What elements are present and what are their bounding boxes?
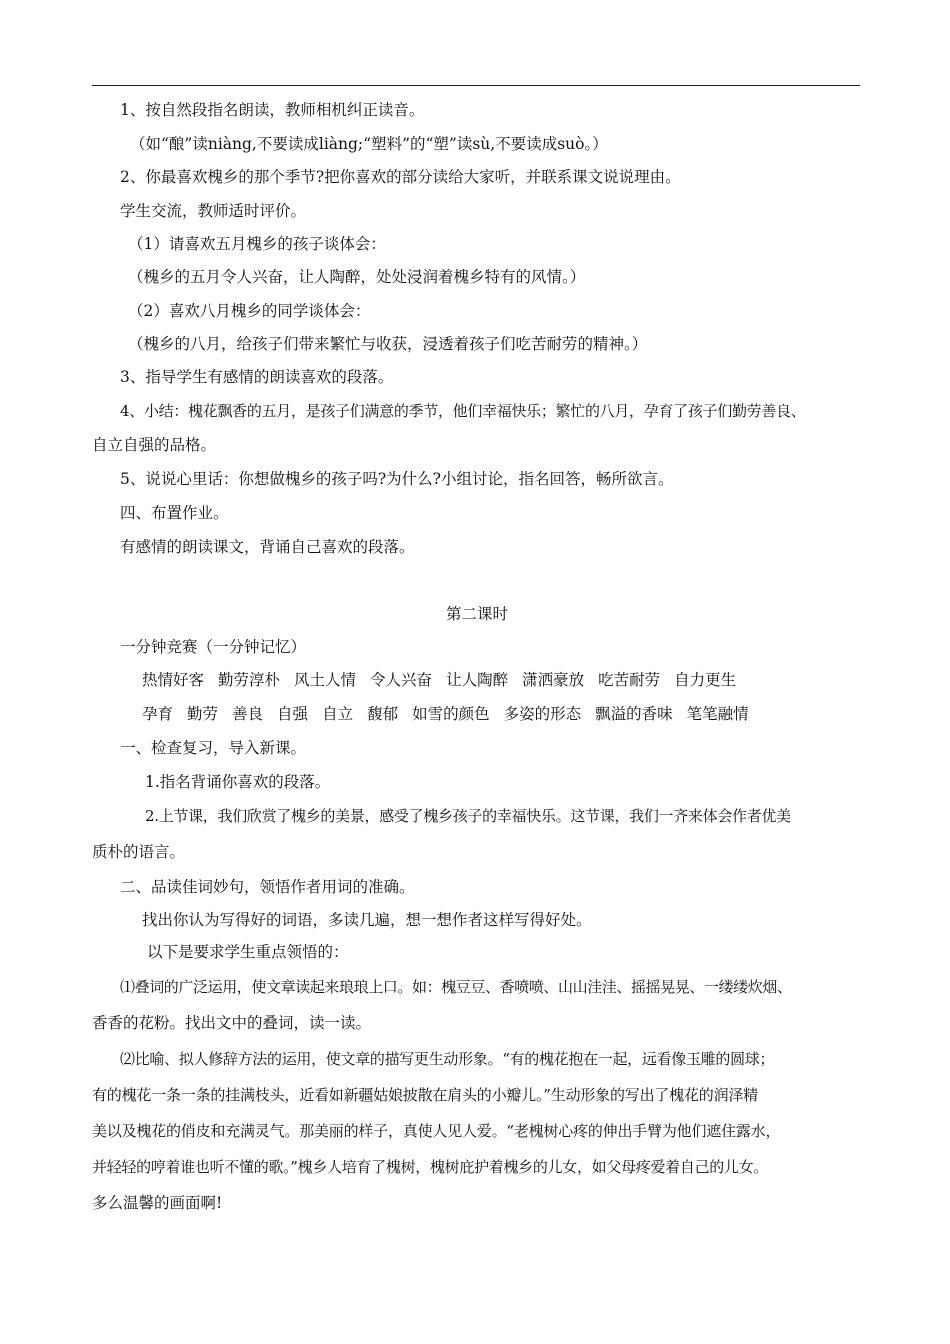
word-item: 如雪的颜色	[412, 705, 490, 723]
text-line: 四、布置作业。	[120, 504, 229, 522]
text-line: 学生交流，教师适时评价。	[120, 202, 307, 220]
word-item: 热情好客	[142, 671, 205, 689]
word-item: 孕育	[142, 705, 174, 723]
word-list-2	[142, 704, 912, 724]
text-line: ⑴叠词的广泛运用，使文章读起来琅琅上口。如：槐豆豆、香喷喷、山山洼洼、摇摇晃晃、一缕缕炊烟、	[120, 978, 792, 996]
text-line: 香香的花粉。找出文中的叠词，读一读。	[92, 1014, 372, 1032]
word-item: 风土人情	[294, 671, 357, 689]
text-line: 有的槐花一条一条的挂满枝头，近看如新疆姑娘披散在肩头的小瓣儿。”生动形象的写出了槐花的润泽精	[92, 1086, 758, 1104]
text-line: 1、按自然段指名朗读，教师相机纠正读音。	[120, 101, 425, 119]
word-item: 自力更生	[674, 671, 737, 689]
text-line: 2、你最喜欢槐乡的那个季节?把你喜欢的部分读给大家听，并联系课文说说理由。	[120, 168, 681, 186]
text-line: 3、指导学生有感情的朗读喜欢的段落。	[120, 368, 394, 386]
text-line: 4、小结：槐花飘香的五月，是孩子们满意的季节，他们幸福快乐；繁忙的八月，孕育了孩子们勤劳善良、	[120, 402, 806, 420]
word-item: 笔笔融情	[686, 705, 749, 723]
word-item: 潇洒豪放	[522, 671, 585, 689]
header-rule	[92, 85, 860, 86]
text-line: 以下是要求学生重点领悟的：	[147, 943, 349, 961]
text-line: 质朴的语言。	[92, 843, 186, 861]
text-line: 找出你认为写得好的词语，多读几遍，想一想作者这样写得好处。	[142, 911, 592, 929]
word-item: 善良	[232, 705, 264, 723]
text-line: 多么温馨的画面啊!	[92, 1194, 223, 1212]
text-line: （2）喜欢八月槐乡的同学谈体会：	[128, 302, 371, 320]
word-item: 飘溢的香味	[595, 705, 673, 723]
text-line: 2.上节课，我们欣赏了槐乡的美景，感受了槐乡孩子的幸福快乐。这节课，我们一齐来体会作者优美	[145, 807, 791, 825]
text-line: 自立自强的品格。	[92, 436, 217, 454]
word-list-1	[142, 670, 912, 690]
word-item: 馥郁	[367, 705, 399, 723]
text-line: 1.指名背诵你喜欢的段落。	[145, 773, 331, 791]
text-line: 一、检查复习，导入新课。	[120, 739, 307, 757]
text-line: 并轻轻的哼着谁也听不懂的歌。”槐乡人培育了槐树，槐树庇护着槐乡的儿女，如父母疼爱着自己的儿女。	[92, 1158, 769, 1176]
text-line: （槐乡的八月，给孩子们带来繁忙与收获，浸透着孩子们吃苦耐劳的精神。）	[128, 335, 648, 353]
text-line: （如“酿”读niàng,不要读成liàng;“塑料”的“塑”读sù,不要读成suò。）	[130, 135, 608, 153]
text-line: 有感情的朗读课文，背诵自己喜欢的段落。	[120, 538, 415, 556]
text-line: （1）请喜欢五月槐乡的孩子谈体会：	[128, 235, 386, 253]
word-item: 吃苦耐劳	[598, 671, 661, 689]
word-item: 让人陶醉	[446, 671, 509, 689]
section-title: 第二课时	[445, 605, 508, 623]
text-line: （槐乡的五月令人兴奋，让人陶醉，处处浸润着槐乡特有的风情。）	[128, 268, 586, 286]
word-item: 自强	[277, 705, 309, 723]
word-item: 勤劳	[187, 705, 219, 723]
word-item: 令人兴奋	[370, 671, 433, 689]
text-line: 二、品读佳词妙句，领悟作者用词的准确。	[120, 878, 415, 896]
text-line: 美以及槐花的俏皮和充满灵气。那美丽的样子，真使人见人爱。“老槐树心疼的伸出手臂为他们遮住露水，	[92, 1122, 781, 1140]
word-item: 多姿的形态	[503, 705, 582, 723]
word-item: 自立	[322, 705, 354, 723]
text-line: 一分钟竞赛（一分钟记忆）	[120, 638, 307, 656]
word-item: 勤劳淳朴	[218, 671, 281, 689]
text-line: 5、说说心里话：你想做槐乡的孩子吗?为什么?小组讨论，指名回答，畅所欲言。	[120, 470, 674, 488]
text-line: ⑵比喻、拟人修辞方法的运用，使文章的描写更生动形象。“有的槐花抱在一起，远看像玉雕的圆球；	[120, 1050, 775, 1068]
